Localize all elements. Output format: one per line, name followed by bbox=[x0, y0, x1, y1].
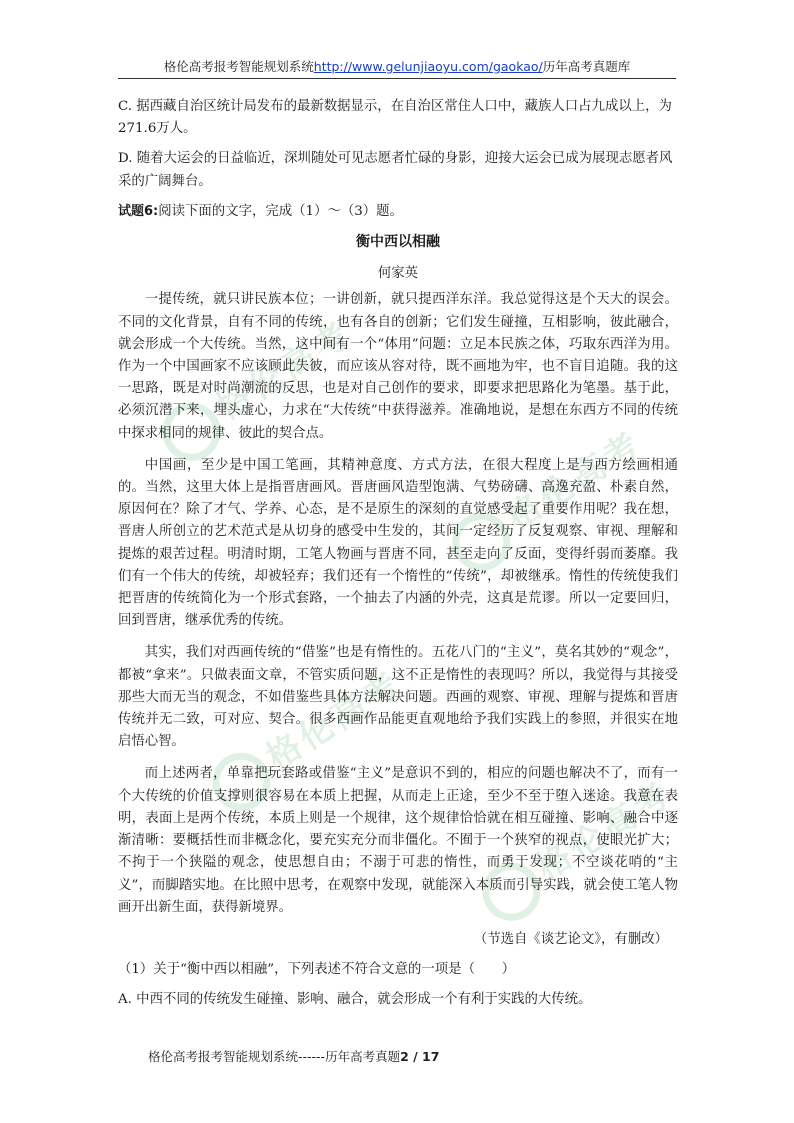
footer-text: 格伦高考报考智能规划系统------历年高考真题 bbox=[148, 1049, 401, 1064]
page-header bbox=[118, 58, 676, 79]
question-label: 试题6: bbox=[118, 203, 159, 219]
page-number: 2 / 17 bbox=[400, 1049, 440, 1064]
article-source: （节选自《谈艺论文》，有删改） bbox=[473, 931, 668, 947]
header-prefix: 格伦高考报考智能规划系统 bbox=[163, 59, 314, 74]
watermark-logo-1: 格伦高考 bbox=[151, 307, 365, 471]
option-c-text: C. 据西藏自治区统计局发布的最新数据显示，在自治区常住人口中，藏族人口占九成以上，为271.6万人。 bbox=[118, 99, 672, 137]
article-paragraph-2: 中国画，至少是中国工笔画，其精神意度、方式方法，在很大程度上是与西方绘画相通的。当然，这里大体上是指晋唐画风。晋唐画风造型饱满、气势磅礴、高逸充盈、朴素自然，原因何在？除了才气、学养、心态，是不是原生的深刻的直觉感受起了重要作用呢？我在想，晋唐人所创立的艺术范式是从切身的感受中生发的，其间一定经历了反复观察、审视、理解和提炼的艰苦过程。明清时期，工笔人物画与晋唐不同，甚至走向了反面，变得纤弱而萎靡。我们有一个伟大的传统，却被轻弃；我们还有一个惰性的“传统”，却被继承。惰性的传统使我们把晋唐的传统简化为一个形式套路，一个抽去了内涵的外壳，这真是荒谬。所以一定要回归，回到晋唐，继承优秀的传统。 bbox=[118, 457, 678, 629]
watermark-logo-3: 格伦高考 bbox=[201, 657, 415, 821]
article-paragraph-1: 一提传统，就只讲民族本位；一讲创新，就只提西洋东洋。我总觉得这是个天大的误会。不同的文化背景，自有不同的传统，也有各自的创新；它们发生碰撞，互相影响，彼此融合，就会形成一个大传统。当然，这中间有一个“体用”问题：立足本民族之体，巧取东西洋为用。作为一个中国画家不应该顾此失彼，而应该从容对待，既不画地为牢，也不盲目追随。我的这一思路，既是对时尚潮流的反思，也是对自己创作的要求，即要求把思路化为笔墨。基于此，必须沉潜下来，埋头虚心，力求在“大传统”中获得滋养。准确地说，是想在东西方不同的传统中探求相同的规律、彼此的契合点。 bbox=[118, 292, 678, 441]
article-paragraph-3: 其实，我们对西画传统的“借鉴”也是有惰性的。五花八门的“主义”，莫名其妙的“观念”，都被“拿来”。只做表面文章，不管实质问题，这不正是惰性的表现吗？所以，我觉得与其接受那些大而无当的观念，不如借鉴些具体方法解决问题。西画的观察、审视、理解与提炼和晋唐传统并无二致，可对应、契合。很多西画作品能更直观地给予我们实践上的参照，并很实在地启悟心智。 bbox=[118, 645, 678, 750]
document-body bbox=[118, 96, 678, 1020]
page-footer bbox=[148, 1047, 439, 1065]
question-instruction: 阅读下面的文字，完成（1）～（3）题。 bbox=[158, 203, 403, 219]
option-d-text: D. 随着大运会的日益临近，深圳随处可见志愿者忙碌的身影，迎接大运会已成为展现志愿者风采的广阔舞台。 bbox=[118, 151, 673, 189]
watermark-logo-4: 格伦高考 bbox=[471, 767, 685, 931]
article-author: 何家英 bbox=[377, 266, 419, 282]
question-heading bbox=[118, 201, 678, 223]
article-title: 衡中西以相融 bbox=[356, 234, 440, 251]
header-suffix: 历年高考真题库 bbox=[542, 59, 631, 74]
sub-question-1: （1）关于“衡中西以相融”，下列表述不符合文意的一项是（ ） bbox=[118, 962, 516, 978]
header-link[interactable]: http://www.gelunjiaoyu.com/gaokao/ bbox=[313, 59, 543, 74]
watermark-logo-2: 格伦高考 bbox=[441, 417, 655, 581]
article-paragraph-4: 而上述两者，单靠把玩套路或借鉴“主义”是意识不到的，相应的问题也解决不了，而有一个大传统的价值支撑则很容易在本质上把握，从而走上正途，至少不至于堕入迷途。我意在表明，表面上是两个传统，本质上则是一个规律，这个规律恰恰就在相互碰撞、影响、融合中逐渐清晰：要概括性而非概念化，要充实充分而非僵化。不囿于一个狭窄的视点，使眼光扩大；不拘于一个狭隘的观念，使思想自由；不溺于可悲的惰性，而勇于发现；不空谈花哨的“主义”，而脚踏实地。在比照中思考，在观察中发现，就能深入本质而引导实践，就会使工笔人物画开出新生面，获得新境界。 bbox=[118, 766, 678, 915]
option-a-text: A. 中西不同的传统发生碰撞、影响、融合，就会形成一个有利于实践的大传统。 bbox=[118, 992, 592, 1008]
